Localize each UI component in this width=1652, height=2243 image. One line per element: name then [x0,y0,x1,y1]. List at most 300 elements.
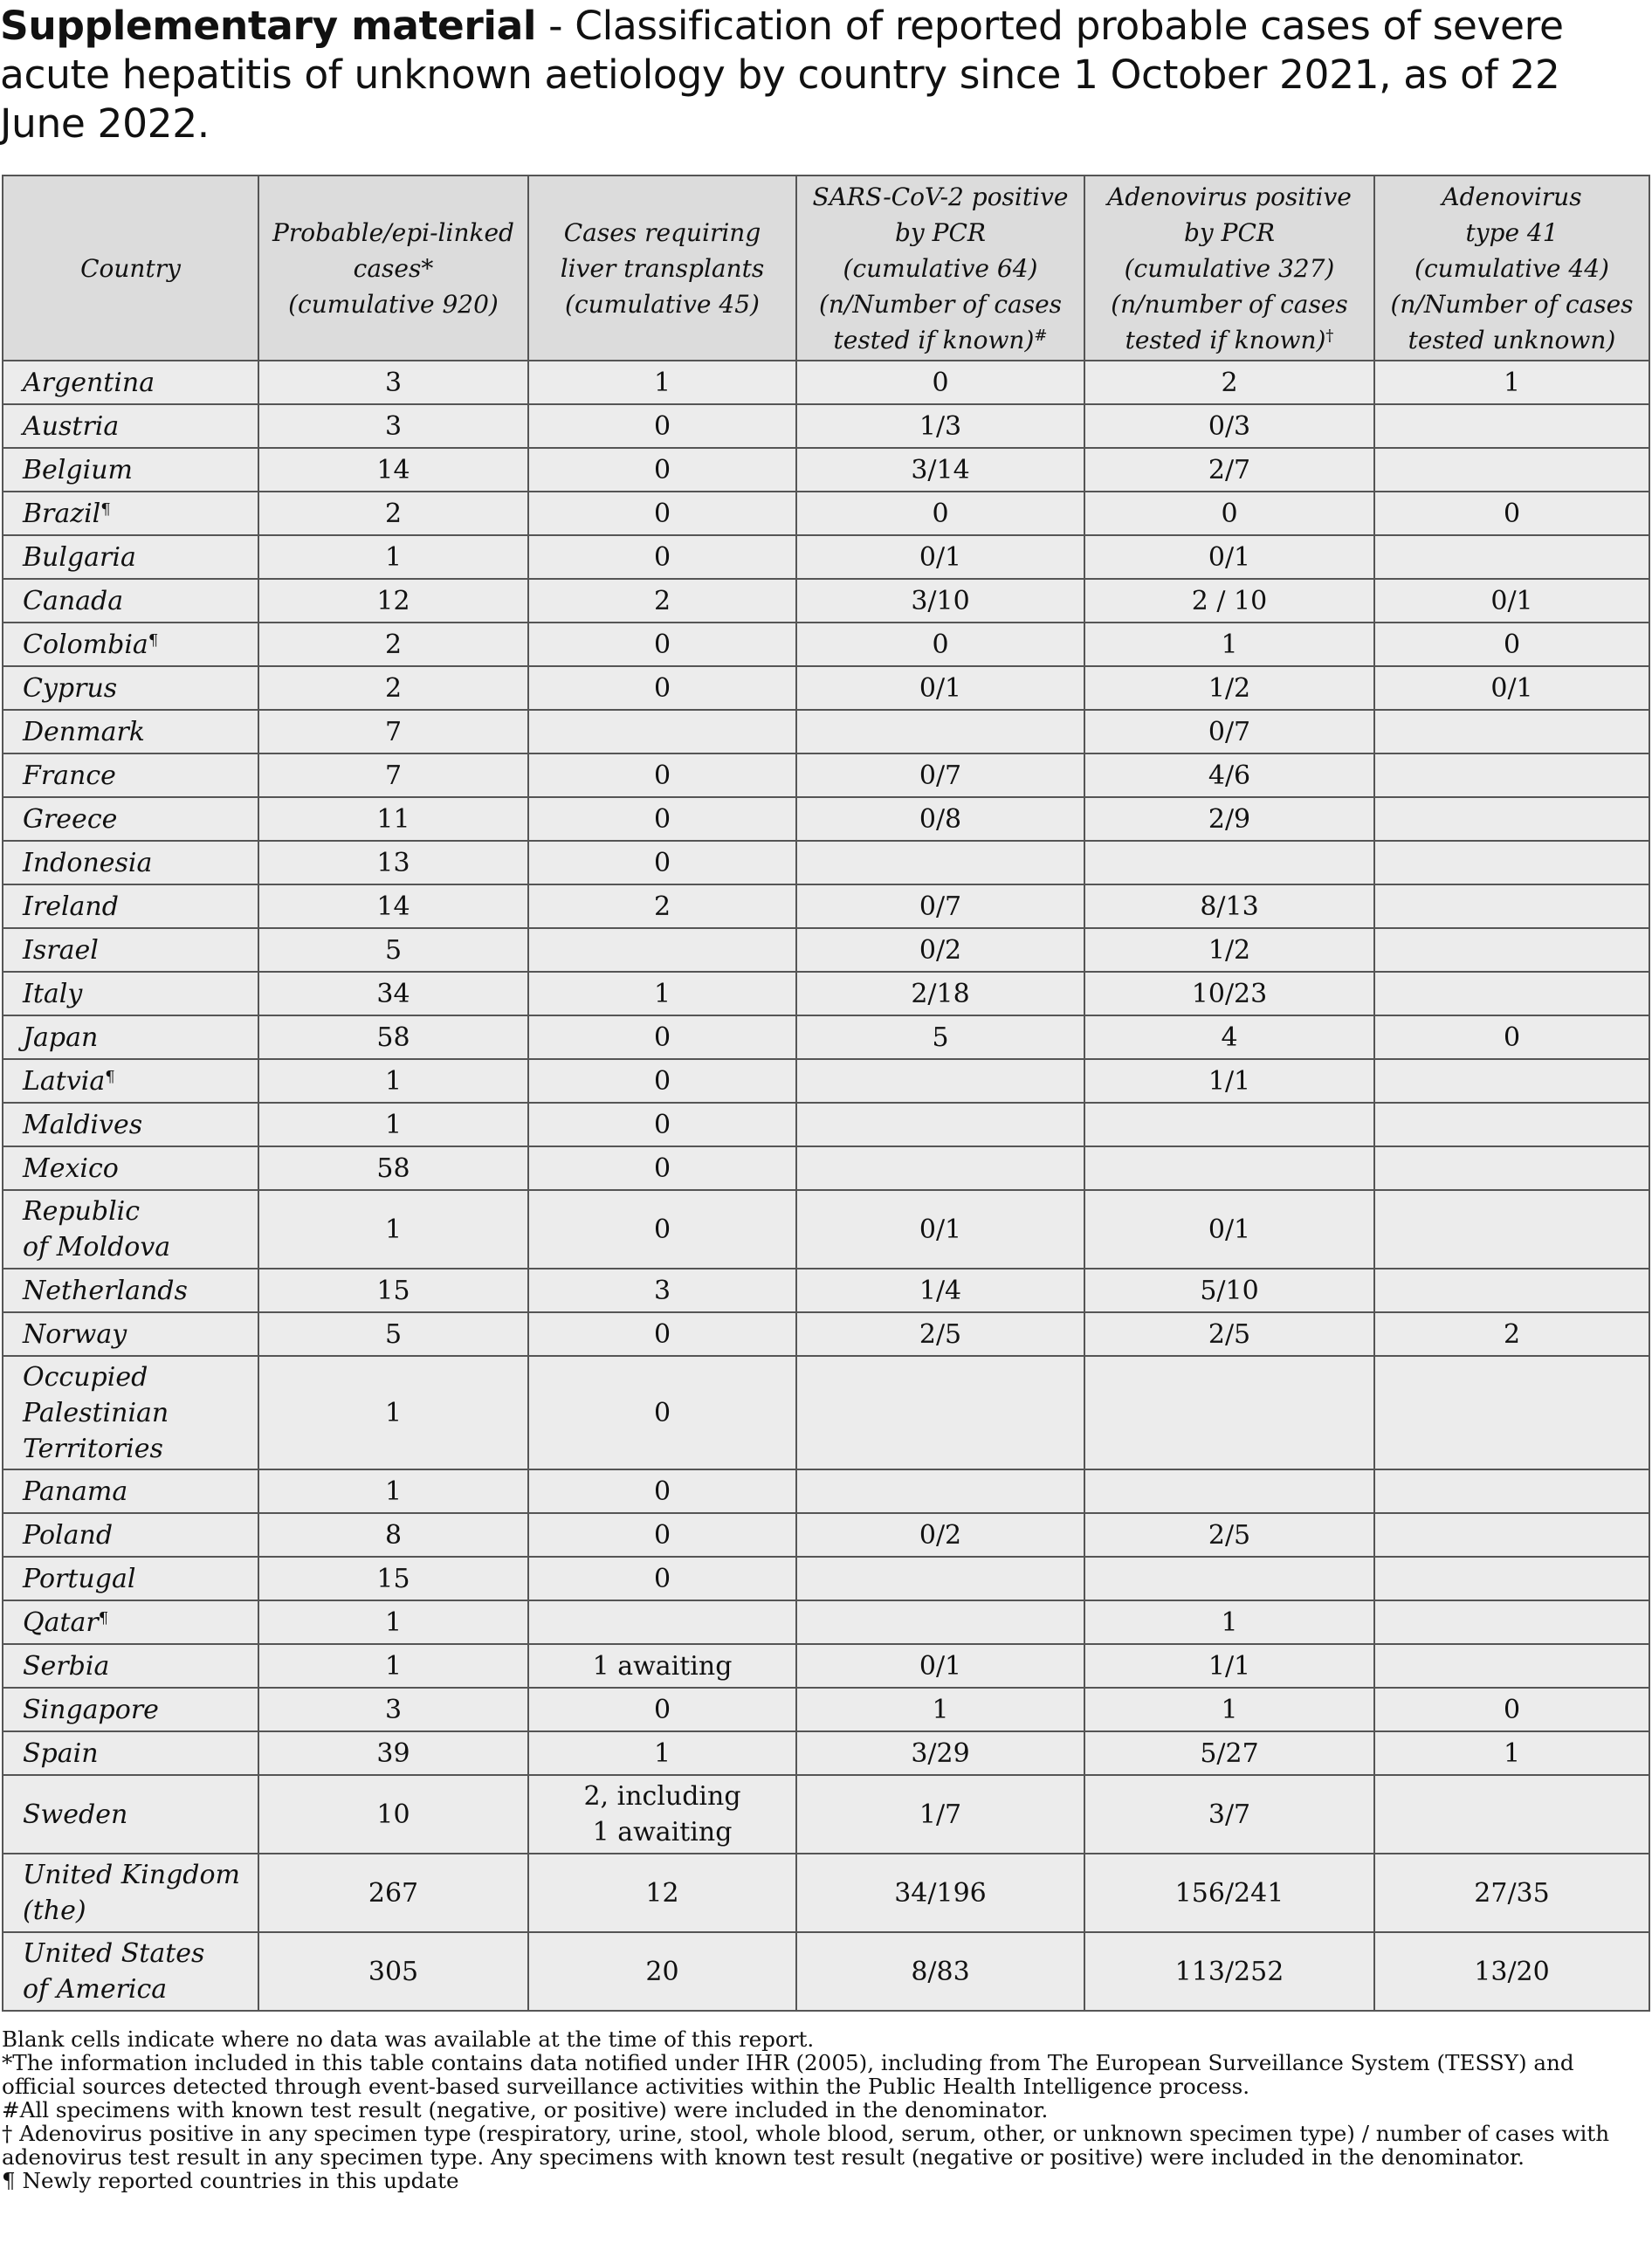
cell-value: 1 [1221,1607,1238,1638]
header-line: (n/Number of cases [1390,289,1634,319]
table-row [3,797,1649,841]
cell-value: 12 [376,585,410,616]
cell-value: 1 awaiting [592,1817,733,1847]
cell-adeno [1084,492,1374,535]
cell-value: 0 [1503,629,1521,660]
country-name: Japan [23,1022,99,1053]
country-name: Argentina [23,367,155,398]
cell-value: 1 [1221,1694,1238,1725]
cell-value: 2 / 10 [1191,585,1268,616]
country-name: Poland [23,1519,114,1551]
country-cell [3,1644,258,1688]
cell-value: 58 [376,1152,410,1184]
cell-type41 [1374,623,1649,666]
cell-value: 0 [1221,498,1238,529]
cell-value: 2/5 [1208,1318,1251,1350]
cell-transplants [528,1557,796,1600]
cell-cases [258,928,528,972]
country-name: Cyprus [23,672,118,704]
cell-type41 [1374,404,1649,448]
cell-type41 [1374,1513,1649,1557]
cell-value: 8/13 [1200,891,1259,922]
cell-cases [258,710,528,753]
cell-sars [796,1015,1084,1059]
cell-value: 1 [1221,629,1238,660]
cell-value: 27/35 [1474,1877,1550,1909]
cell-cases [258,1269,528,1312]
country-name: Canada [23,585,124,616]
cell-sars [796,404,1084,448]
cell-type41 [1374,666,1649,710]
cell-value: 0/2 [919,1519,962,1551]
cell-value: 0/2 [919,934,962,966]
header-line: by PCR [1184,217,1275,247]
new-country-mark: ¶ [148,630,159,650]
country-cell [3,884,258,928]
cell-value: 3 [384,367,403,398]
header-line: cases* [353,253,434,283]
table-row [3,1190,1649,1269]
country-cell [3,1688,258,1731]
header-line: tested if known)# [833,325,1048,354]
cell-value: 0 [653,672,671,704]
cell-value: 0/1 [919,1650,962,1682]
cell-adeno [1084,1059,1374,1103]
cell-value: 0 [653,1022,671,1053]
cell-adeno [1084,1600,1374,1644]
cell-value: 3/7 [1208,1799,1251,1830]
cell-type41 [1374,1688,1649,1731]
cell-adeno [1084,1356,1374,1469]
cell-sars [796,1731,1084,1775]
country-cell [3,1269,258,1312]
cell-value: 1/1 [1208,1065,1251,1097]
cell-cases [258,1469,528,1513]
country-cell [3,1015,258,1059]
cell-cases [258,1854,528,1932]
country-cell [3,579,258,623]
cell-value: 305 [368,1956,419,1987]
cell-value: 3/14 [911,454,970,485]
cell-value: 0/3 [1208,410,1251,442]
cell-sars [796,1146,1084,1190]
cell-value: 2 [1221,367,1238,398]
cell-cases [258,972,528,1015]
cell-value: 1/3 [919,410,962,442]
cell-transplants [528,1688,796,1731]
cell-value: 1 [384,1109,403,1140]
country-name: Panama [23,1476,128,1507]
country-name: Serbia [23,1650,110,1682]
cell-sars [796,579,1084,623]
country-name: Republic [23,1196,141,1227]
country-cell [3,1731,258,1775]
cell-value: 0 [653,629,671,660]
cell-value: 39 [376,1737,410,1769]
cell-value: 3 [384,1694,403,1725]
cell-adeno [1084,710,1374,753]
table-row [3,1103,1649,1146]
cell-sars [796,448,1084,492]
cell-value: 2 [1503,1318,1521,1350]
cell-value: 0/1 [919,672,962,704]
cell-type41 [1374,1312,1649,1356]
cell-value: 2/18 [911,978,970,1009]
cell-value: 7 [384,716,403,747]
footnotes [2,2027,1649,2192]
cell-type41 [1374,841,1649,884]
cell-value: 14 [376,891,410,922]
cell-value: 0/1 [919,1214,962,1245]
country-name: Singapore [23,1694,159,1725]
cell-value: 11 [376,803,410,835]
cell-transplants [528,797,796,841]
country-name: Territories [23,1433,163,1464]
cell-value: 0/1 [1490,672,1533,704]
country-cell [3,1356,258,1469]
header-adenovirus-type-41 [1374,175,1649,361]
header-line: (n/number of cases [1111,289,1348,319]
header-line: (cumulative 45) [565,289,760,319]
cell-sars [796,1932,1084,2011]
cell-type41 [1374,1469,1649,1513]
country-cell [3,1103,258,1146]
cell-value: 0 [653,1519,671,1551]
country-name: Latvia¶ [23,1065,115,1097]
cell-value: 0/7 [919,760,962,791]
cell-adeno [1084,972,1374,1015]
cell-value: 1 awaiting [592,1650,733,1682]
cell-value: 1 [384,541,403,573]
cell-value: 5 [384,934,403,966]
cell-cases [258,448,528,492]
cell-value: 0 [653,410,671,442]
title-rest: - Classification of reported probable cases of severe acute hepatitis of unknown aetiology by country since 1 October 2021, as of 22 June 2022. [0,3,1564,147]
table-row [3,1775,1649,1854]
cases-table [2,175,1650,2012]
country-cell [3,1854,258,1932]
table-row [3,928,1649,972]
cell-cases [258,1059,528,1103]
cell-transplants [528,1932,796,2011]
cell-sars [796,1513,1084,1557]
cell-cases [258,579,528,623]
cell-value: 0 [653,1152,671,1184]
cell-type41 [1374,1557,1649,1600]
cell-cases [258,1190,528,1269]
cell-value: 2 [653,891,671,922]
cell-value: 0 [653,1318,671,1350]
cell-type41 [1374,1190,1649,1269]
country-name: United Kingdom [23,1860,240,1890]
cell-type41 [1374,797,1649,841]
cell-adeno [1084,1731,1374,1775]
cell-value: 0/1 [919,541,962,573]
country-name: Indonesia [23,847,153,878]
cell-value: 10 [376,1799,410,1830]
cell-type41 [1374,1103,1649,1146]
country-cell [3,1190,258,1269]
cell-value: 0 [932,629,949,660]
footnote: ¶ Newly reported countries in this update [2,2168,459,2193]
header-probable-cases [258,175,528,361]
cell-sars [796,1103,1084,1146]
cell-value: 2/5 [1208,1519,1251,1551]
cell-transplants [528,1775,796,1854]
cell-adeno [1084,1775,1374,1854]
cell-transplants [528,1146,796,1190]
country-name: Israel [23,934,99,966]
cell-value: 7 [384,760,403,791]
new-country-mark: ¶ [105,1067,115,1086]
country-name: Colombia¶ [23,629,159,660]
table-row [3,1015,1649,1059]
cell-value: 1 [1503,1737,1521,1769]
cell-cases [258,666,528,710]
table-row [3,884,1649,928]
country-cell [3,928,258,972]
header-line: liver transplants [560,253,765,283]
country-name: of America [23,1974,168,2005]
header-liver-transplants [528,175,796,361]
country-cell [3,797,258,841]
header-line: (n/Number of cases [818,289,1063,319]
cell-adeno [1084,1513,1374,1557]
header-line: (cumulative 327) [1124,253,1335,283]
cell-value: 15 [376,1563,410,1594]
cell-sars [796,972,1084,1015]
cell-sars [796,1059,1084,1103]
cell-value: 1/2 [1208,934,1251,966]
cell-value: 0 [653,1476,671,1507]
cell-sars [796,841,1084,884]
cell-value: 1/7 [919,1799,962,1830]
table-row [3,1059,1649,1103]
cell-value: 1 [384,1065,403,1097]
cell-sars [796,1356,1084,1469]
country-name: Qatar¶ [23,1607,109,1638]
table-row [3,1731,1649,1775]
cell-sars [796,623,1084,666]
cell-transplants [528,492,796,535]
cell-cases [258,623,528,666]
header-line: Adenovirus [1442,182,1582,211]
cell-adeno [1084,1146,1374,1190]
cell-value: 156/241 [1174,1877,1284,1909]
cell-value: 0 [653,1065,671,1097]
cell-transplants [528,1469,796,1513]
cell-value: 0 [653,847,671,878]
cell-transplants [528,753,796,797]
cell-cases [258,884,528,928]
cell-value: 58 [376,1022,410,1053]
cell-transplants [528,361,796,404]
cell-value: 5 [384,1318,403,1350]
cell-type41 [1374,1356,1649,1469]
cell-value: 0/7 [919,891,962,922]
cell-adeno [1084,884,1374,928]
header-line: (cumulative 64) [843,253,1038,283]
cell-value: 8 [384,1519,403,1551]
cell-cases [258,841,528,884]
cell-transplants [528,1600,796,1644]
cell-adeno [1084,535,1374,579]
cell-sars [796,1469,1084,1513]
cell-type41 [1374,361,1649,404]
cell-value: 2/7 [1208,454,1251,485]
cell-transplants [528,666,796,710]
cell-adeno [1084,404,1374,448]
cell-transplants [528,1269,796,1312]
cell-adeno [1084,928,1374,972]
cell-value: 0 [653,541,671,573]
cell-value: 0 [1503,498,1521,529]
cell-value: 0 [1503,1694,1521,1725]
country-name: France [23,760,116,791]
cell-value: 0 [653,1397,671,1428]
cell-transplants [528,884,796,928]
cell-cases [258,1103,528,1146]
cell-cases [258,1932,528,2011]
footnote: Blank cells indicate where no data was available at the time of this report. [2,2026,815,2052]
country-cell [3,1059,258,1103]
header-sars-cov-2-positive [796,175,1084,361]
cell-value: 0/1 [1208,1214,1251,1245]
new-country-mark: ¶ [98,1608,109,1627]
cell-adeno [1084,1103,1374,1146]
cell-cases [258,797,528,841]
country-name: Ireland [23,891,119,922]
cell-value: 2 [384,672,403,704]
table-row [3,1688,1649,1731]
header-line: (cumulative 920) [288,289,499,319]
cell-value: 0 [653,498,671,529]
cell-value: 1/2 [1208,672,1251,704]
cell-adeno [1084,1854,1374,1932]
cell-value: 0 [653,1563,671,1594]
cell-type41 [1374,492,1649,535]
country-cell [3,1469,258,1513]
cell-sars [796,1269,1084,1312]
country-cell [3,1557,258,1600]
cell-value: 0 [653,1214,671,1245]
cell-type41 [1374,535,1649,579]
table-row [3,1854,1649,1932]
cell-type41 [1374,1644,1649,1688]
cell-type41 [1374,1059,1649,1103]
cell-adeno [1084,1557,1374,1600]
country-cell [3,1312,258,1356]
cell-type41 [1374,1600,1649,1644]
cell-value: 2 [653,585,671,616]
cell-cases [258,1015,528,1059]
country-cell [3,841,258,884]
cell-transplants [528,1854,796,1932]
cell-cases [258,1513,528,1557]
country-name: Greece [23,803,118,835]
cell-transplants [528,535,796,579]
cell-value: 1 [653,1737,671,1769]
cell-sars [796,535,1084,579]
cell-value: 0 [653,760,671,791]
header-line: Probable/epi-linked [272,217,514,247]
table-header-row [3,175,1649,361]
cell-transplants [528,1731,796,1775]
cell-transplants [528,1356,796,1469]
cell-value: 1 [384,1397,403,1428]
cell-value: 3/10 [911,585,970,616]
cell-value: 8/83 [911,1956,970,1987]
cell-adeno [1084,797,1374,841]
country-name: Spain [23,1737,99,1769]
cell-value: 2, including [583,1781,741,1812]
cell-value: 13 [376,847,410,878]
header-footnote-mark: # [1034,326,1048,345]
country-name: (the) [23,1896,86,1926]
table-row [3,1600,1649,1644]
cell-type41 [1374,1775,1649,1854]
table-row [3,448,1649,492]
cell-value: 0 [653,1109,671,1140]
cell-cases [258,1146,528,1190]
cell-transplants [528,1312,796,1356]
cell-type41 [1374,710,1649,753]
cell-sars [796,1775,1084,1854]
country-name: Palestinian [23,1397,169,1428]
cell-transplants [528,1059,796,1103]
cell-value: 0 [932,367,949,398]
country-name: Occupied [23,1361,148,1393]
country-name: Sweden [23,1799,128,1830]
cell-value: 12 [645,1877,679,1909]
new-country-mark: ¶ [100,499,111,519]
cell-value: 2/9 [1208,803,1251,835]
country-cell [3,1600,258,1644]
country-cell [3,623,258,666]
country-cell [3,535,258,579]
cell-value: 0 [932,498,949,529]
cell-value: 1 [384,1476,403,1507]
cell-value: 20 [645,1956,679,1987]
country-name: Mexico [23,1152,119,1184]
cell-sars [796,1644,1084,1688]
cell-value: 1/4 [919,1275,962,1306]
header-line: tested if known)† [1125,325,1334,354]
cell-value: 3 [384,410,403,442]
cell-cases [258,1600,528,1644]
table-row [3,1269,1649,1312]
country-name: United States [23,1938,205,1969]
country-cell [3,404,258,448]
cell-value: 34 [376,978,410,1009]
footnote: † Adenovirus positive in any specimen type (respiratory, urine, stool, whole blood, serum, other, or unknown specimen type) / number of cases with adenovirus test result in any specimen type. Any specimens with known test result (negative or positive) were included in the denominator. [2,2121,1610,2170]
cell-transplants [528,710,796,753]
cell-cases [258,1356,528,1469]
country-name: Bulgaria [23,541,136,573]
cell-value: 1 [653,978,671,1009]
cell-adeno [1084,623,1374,666]
cell-adeno [1084,753,1374,797]
cell-adeno [1084,361,1374,404]
table-row [3,1644,1649,1688]
country-cell [3,972,258,1015]
header-footnote-mark: † [1325,326,1334,345]
table-row [3,1469,1649,1513]
cell-transplants [528,623,796,666]
table-row [3,1146,1649,1190]
table-row [3,1356,1649,1469]
cell-cases [258,404,528,448]
